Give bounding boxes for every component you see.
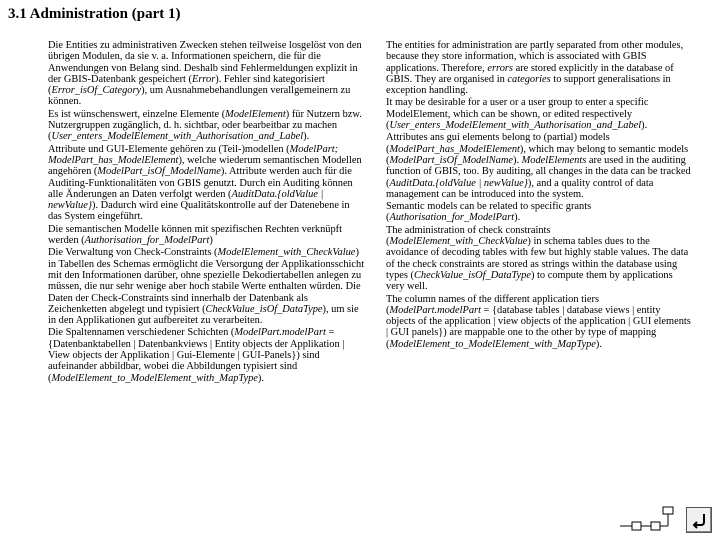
text-run: are used in the auditing function of GBIS, too. By auditing, all changes in the data can be tracked (	[386, 154, 691, 189]
text-run: = {Datenbanktabellen | Datenbankviews | Entity objects der Applikation | View objects der Applikation | Gui-Elemente | GUI-Panels}) sind aufeinander abbildbar, wobei die Abbildungen typisiert sind (	[48, 327, 345, 384]
text-run: ), um Ausnahmebehandlungen verallgemeinern zu können.	[48, 85, 351, 108]
paragraph	[386, 201, 692, 224]
italic-term: AuditData.{oldValue | newValue}	[389, 177, 528, 189]
paragraph	[48, 247, 366, 326]
text-run: Attributes ans gui elements belong to (partial) models (	[386, 132, 610, 155]
italic-term: ModelPart_has_ModelElement	[389, 143, 520, 155]
text-run: ).	[514, 212, 521, 224]
italic-term: ModelPart; ModelPart_has_ModelElement	[48, 143, 339, 166]
text-run: ), and a quality control of data management can be introduced into the system.	[386, 177, 654, 200]
italic-term: ModelPart_isOf_ModelName	[389, 154, 513, 166]
italic-term: ModelElement_to_ModelElement_with_MapType	[389, 338, 596, 350]
paragraph	[386, 132, 692, 200]
italic-term: User_enters_ModelElement_with_Authorisation_and_Label	[51, 131, 304, 143]
text-run: Die Verwaltung von Check-Constraints (	[48, 247, 218, 259]
text-run: The column names of the different application tiers (	[386, 293, 600, 316]
text-run: )	[209, 235, 213, 247]
text-run: ) für Nutzern bzw. Nutzergruppen zugänglich, d. h. sichtbar, oder bearbeitbar zu machen (	[48, 108, 362, 143]
return-button[interactable]	[686, 507, 712, 533]
text-run: Attribute und GUI-Elemente gehören zu (Teil-)modellen (	[48, 143, 290, 155]
text-run: ) to compute them by applications very well.	[386, 269, 673, 293]
text-run: ). Attribute werden auch für die Auditing-Funktionalitäten von GBIS genutzt. Durch ein Auditing können alle Änderungen an Daten verfolgt werden (	[48, 166, 353, 200]
italic-term: User_enters_ModelElement_with_Authorisation_and_Label	[389, 120, 642, 132]
paragraph	[48, 40, 366, 108]
italic-term: ModelPart_isOf_ModelName	[97, 166, 221, 178]
return-arrow-icon	[690, 511, 708, 529]
paragraph	[48, 224, 366, 247]
text-run: Die Spaltennamen verschiedener Schichten (	[48, 327, 235, 339]
paragraph	[48, 144, 366, 223]
text-run: ) in schema tables dues to the avoidance of decoding tables with few but highly stable values. The data of the check constraints are stored as strings within the database using types (	[386, 236, 689, 281]
text-run: to support generalisations in exception handling.	[386, 73, 671, 97]
text-run: ).	[641, 120, 648, 132]
english-text-column	[386, 40, 692, 351]
italic-term: Error	[191, 73, 216, 85]
italic-term: errors	[487, 62, 513, 74]
page-title: 3.1 Administration (part 1)	[8, 6, 181, 22]
italic-term: ModelElement	[225, 108, 286, 120]
italic-term: Authorisation_for_ModelPart	[389, 212, 515, 224]
italic-term: ModelElement_to_ModelElement_with_MapType	[51, 372, 258, 384]
text-run: are stored explicitly in the database of GBIS. They are organised in	[386, 62, 674, 85]
italic-term: categories	[507, 73, 551, 85]
paragraph	[48, 109, 366, 143]
text-run: ), which may belong to semantic models (	[386, 143, 689, 166]
text-run: Semantic models can be related to specific grants (	[386, 201, 592, 224]
paragraph	[386, 97, 692, 131]
text-run: ). Fehler sind kategorisiert (	[48, 73, 325, 97]
text-run: Die Entities zu administrativen Zwecken stehen teilweise losgelöst von den übrigen Modulen, da sie v. a. Informationen speichern, die für die Anwendungen von Belang sind. Deshalb sind Fehlermeldungen explizit in der GBIS-Datenbank gespeichert (	[48, 40, 362, 85]
text-run: ).	[257, 372, 264, 384]
diagram-link-icon[interactable]	[618, 505, 678, 533]
paragraph	[48, 327, 366, 383]
text-run: It may be desirable for a user or a user group to enter a specific ModelElement, which can be shown, or edited respectively (	[386, 97, 649, 132]
text-run: ), welche wiederum semantischen Modellen angehören (	[48, 154, 362, 178]
italic-term: Error_isOf_Category	[51, 85, 142, 97]
paragraph	[386, 225, 692, 293]
text-run: ).	[512, 154, 522, 166]
italic-term: ModelPart.modelPart	[389, 304, 481, 316]
navigation-bar	[618, 505, 712, 533]
paragraph	[386, 294, 692, 350]
text-run: = {database tables | database views | entity objects of the application | view objects of the application | GUI elements | GUI panels}) are mappable one to the other by type of mapping (	[386, 304, 691, 350]
italic-term: CheckValue_isOf_DataType	[414, 269, 531, 281]
italic-term: AuditData.{oldValue | newValue}	[48, 188, 324, 212]
text-run: The administration of check constraints (	[386, 224, 551, 248]
text-run: Die semantischen Modelle können mit spezifischen Rechten verknüpft werden (	[48, 223, 343, 247]
text-run: ) in Tabellen des Schemas ermöglicht die Versorgung der Applikationsschicht mit den Informationen darüber, ohne spezielle Dekodiertabellen anlegen zu müssen, die nur sehr wenige aber hoch stabile Werte enthalten würden. Die Daten der Check-Constraints sind innerhalb der Datenbank als Zeichenketten abgelegt und typisiert (	[48, 247, 365, 315]
italic-term: ModelElement_with_CheckValue	[389, 236, 528, 248]
text-run: Es ist wünschenswert, einzelne Elemente (	[48, 108, 226, 120]
text-run: ).	[595, 338, 602, 350]
italic-term: ModelElement_with_CheckValue	[217, 247, 356, 259]
text-run: ). Dadurch wird eine Qualitätskontrolle auf der Datenebene in das System eingeführt.	[48, 200, 350, 223]
italic-term: ModelElements	[521, 154, 587, 166]
italic-term: CheckValue_isOf_DataType	[205, 303, 323, 315]
german-text-column	[48, 40, 366, 385]
paragraph	[386, 40, 692, 96]
italic-term: Authorisation_for_ModelPart	[84, 235, 210, 247]
text-run: ), um sie in den Applikationen gut aufbereitet zu verarbeiten.	[48, 303, 359, 327]
text-run: ).	[303, 131, 310, 143]
text-run: The entities for administration are partly separated from other modules, because they store information, which is associated with GBIS applications. Therefore,	[386, 40, 684, 74]
italic-term: ModelPart.modelPart	[234, 327, 326, 339]
